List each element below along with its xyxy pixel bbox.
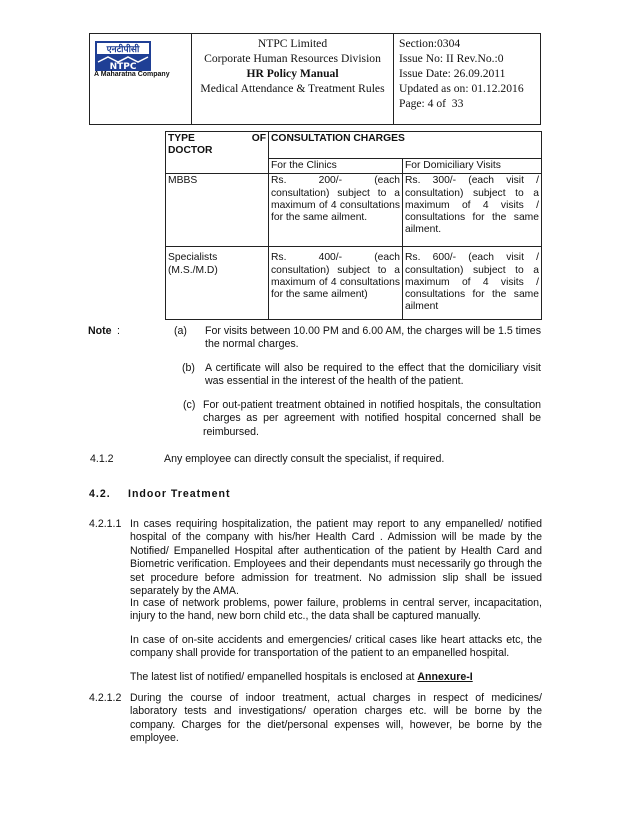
clinic-charge-cell: Rs. 400/- (each consultation) subject to a maximum of 4 consultations for the same ailment)	[269, 247, 403, 320]
clause-4211-paragraph-2: In case of network problems, power failure, problems in central server, incapacitation, injury to the hand, new born child etc., the data shall be captured manually.	[130, 597, 542, 623]
header-type-word: TYPE	[168, 133, 195, 144]
clause-4211-paragraph-3: In case of on-site accidents and emergencies/ critical cases like heart attacks etc, the company shall provide for transportation of the patient to an empanelled hospital.	[130, 634, 542, 660]
clause-4211-paragraph-1: In cases requiring hospitalization, the patient may report to any empanelled/ notified hospital of the company with his/her Health Card . Admission will be made by the Notified/ Empanelled Hospital after authentication of the patient by Health Card and Biometric verification. Employees and their dependants must necessarily go through the set procedure before admission for treatment. No admission slip shall be issued separately by the AMA.	[130, 518, 542, 598]
note-c-marker: (c)	[183, 399, 196, 411]
note-a-marker: (a)	[174, 325, 187, 337]
table-row	[166, 174, 542, 247]
clinics-subheader: For the Clinics	[269, 159, 403, 174]
document-header	[89, 33, 541, 125]
clause-4212-number: 4.2.1.2	[89, 692, 122, 704]
table-row	[166, 247, 542, 320]
header-meta-cell	[394, 34, 541, 125]
consultation-charges-table	[165, 131, 542, 320]
domiciliary-charge-cell: Rs. 300/- (each visit / consultation) subject to a maximum of 4 visits / consultations for the same ailment.	[403, 174, 542, 247]
logo-cell	[90, 34, 192, 125]
page-number: Page: 4 of 33	[399, 97, 464, 110]
logo-caption: A Maharatna Company	[94, 71, 170, 78]
section-number: Section:0304	[399, 37, 461, 50]
issue-number: Issue No: II Rev.No.:0	[399, 52, 504, 65]
domiciliary-subheader: For Domiciliary Visits	[403, 159, 542, 174]
section-42-title: Indoor Treatment	[128, 488, 231, 500]
division-name: Corporate Human Resources Division	[204, 52, 381, 65]
consultation-charges-header: CONSULTATION CHARGES	[269, 132, 542, 159]
header-title-cell	[192, 34, 394, 125]
ntpc-logo-icon	[94, 40, 152, 72]
issue-date: Issue Date: 26.09.2011	[399, 67, 506, 80]
subject-title: Medical Attendance & Treatment Rules	[200, 82, 385, 95]
updated-date: Updated as on: 01.12.2016	[399, 82, 524, 95]
annexure-sentence: The latest list of notified/ empanelled hospitals is enclosed at	[130, 671, 418, 683]
doctor-type-cell: Specialists (M.S./M.D)	[166, 247, 269, 320]
doctor-type-cell: MBBS	[166, 174, 269, 247]
note-a-text: For visits between 10.00 PM and 6.00 AM, the charges will be 1.5 times the normal charges.	[205, 325, 541, 351]
header-of-word: OF	[251, 133, 266, 144]
note-label: Note	[88, 325, 112, 337]
note-c-text: For out-patient treatment obtained in notified hospitals, the consultation charges as per agreement with notified hospital concerned shall be reimbursed.	[203, 399, 541, 438]
clause-412-text: Any employee can directly consult the specialist, if required.	[164, 453, 445, 465]
logo-hindi-text: एनटीपीसी	[106, 45, 140, 55]
header-doctor-word: DOCTOR	[168, 145, 213, 157]
manual-title: HR Policy Manual	[246, 67, 339, 80]
type-of-doctor-header	[166, 132, 269, 174]
clause-4211-number: 4.2.1.1	[89, 518, 122, 530]
note-b-text: A certificate will also be required to the effect that the domiciliary visit was essential in the interest of the health of the patient.	[205, 362, 541, 388]
clause-4212-text: During the course of indoor treatment, actual charges in respect of medicines/ laboratory tests and investigations/ operation charges etc. will be borne by the company. Charges for the diet/personal expenses will, however, be borne by the employee.	[130, 692, 542, 745]
domiciliary-charge-cell: Rs. 600/- (each visit / consultation) subject to a maximum of 4 visits / consultations for the same ailment	[403, 247, 542, 320]
clause-4211-paragraph-4	[130, 671, 473, 684]
clinic-charge-cell: Rs. 200/- (each consultation) subject to a maximum of 4 consultations for the same ailment.	[269, 174, 403, 247]
logo-english-text: NTPC	[109, 62, 137, 72]
company-name: NTPC Limited	[257, 37, 328, 50]
annexure-link[interactable]: Annexure-I	[417, 671, 473, 683]
note-colon: :	[117, 325, 120, 337]
section-42-number: 4.2.	[89, 488, 111, 500]
clause-412-number: 4.1.2	[90, 453, 114, 465]
note-b-marker: (b)	[182, 362, 195, 374]
